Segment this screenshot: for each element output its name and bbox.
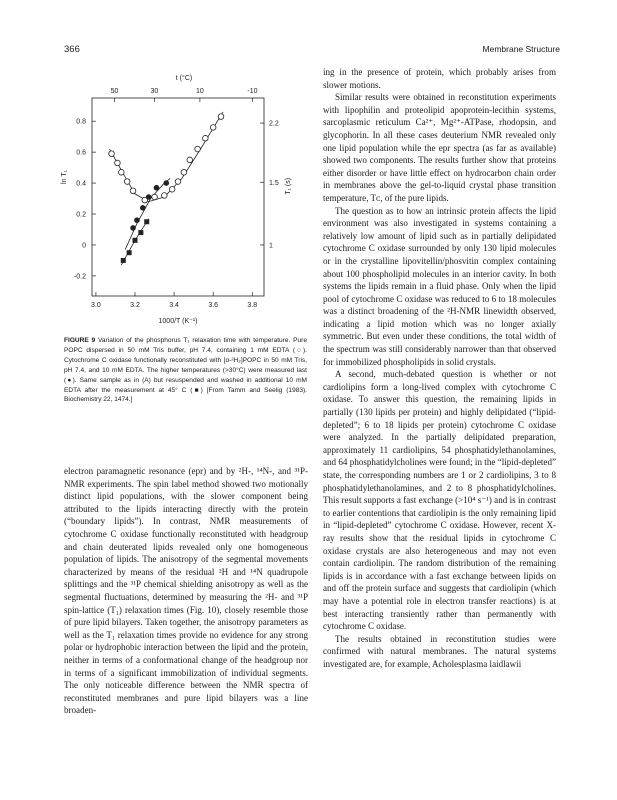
left-text-column — [64, 465, 308, 717]
running-title: Membrane Structure — [482, 44, 560, 54]
y-tick-label: 0.2 — [76, 211, 86, 219]
y-tick-label: 0.6 — [76, 149, 86, 157]
data-point-open-circle — [152, 194, 158, 200]
top-axis-label: t (°C) — [175, 75, 193, 82]
paragraph: The question as to how an intrinsic protein affects the lipid environment was also investigated in systems containing a relatively low amount of lipid such as in partially delipidated cytochrome C oxidase surrounded by only 130 lipid molecules or in the crystalline lipovitellin/phosvitin complex containing about 100 phospholipid molecules in an interior cavity. In both systems the lipids remain in a fluid phase. Only when the lipid pool of cytochrome C oxidase was reduced to 6 to 18 molecules was a distinct broadening of the ²H-NMR linewidth observed, indicating a lipid motion which was no longer axially symmetric. But even under these conditions, the total width of the spectrum was still considerably narrower than that observed for immobilized phospholipids in solid crystals. — [323, 205, 556, 367]
paragraph: The results obtained in reconstitution studies were confirmed with natural membranes. The natural systems investigated are, for example, Acholesplasma laidlawii — [323, 633, 556, 669]
data-point-open-circle — [130, 188, 136, 194]
data-point-open-circle — [115, 160, 121, 166]
data-point-open-circle — [218, 114, 224, 120]
figure-9-chart — [58, 58, 308, 332]
paragraph: electron paramagnetic resonance (epr) and by ²H-, ¹⁴N-, and ³¹P-NMR experiments. The spin label method showed two motionally distinct lipid populations, with the slower component being attributed to the lipids interacting directly with the protein (“boundary lipids”). In contrast, NMR measurements of cytochrome C oxidase functionally reconstituted with headgroup and chain deuterated lipids revealed only one homogeneous population of lipids. The anisotropy of the segmental movements characterized by means of the residual ²H and ¹⁴N quadrupole splittings and the ³¹P chemical shielding anisotropy as well as the segmental fluctuations, determined by measuring the ²H- and ³¹P spin-lattice (T₁) relaxation times (Fig. 10), closely resemble those of pure lipid bilayers. Taken together, the anisotropy parameters as well as the T₁ relaxation times provide no evidence for any strong polar or hydrophobic interaction between the lipid and the protein, neither in terms of a conformational change of the headgroup nor in terms of a significant immobilization of individual segments. The only noticeable difference between the NMR spectra of reconstituted membranes and pure lipid bilayers was a line broaden- — [64, 466, 308, 716]
data-point-filled-circle — [146, 194, 152, 200]
y-tick-label: 0.4 — [76, 180, 86, 188]
y-tick-label: -0.2 — [73, 273, 86, 281]
data-point-filled-circle — [134, 217, 140, 223]
top-tick-label: 10 — [195, 88, 204, 95]
top-tick-label: -10 — [247, 88, 258, 95]
data-point-open-circle — [119, 169, 125, 175]
top-tick-label: 30 — [150, 88, 159, 95]
y-tick-label: 0.8 — [76, 118, 86, 126]
paragraph: Similar results were obtained in reconstitution experiments with lipophilin and proteolipid apoprotein-lecithin systems, sarcoplasmic reticulum Ca²⁺, Mg²⁺-ATPase, rhodopsin, and glycophorin. In all these cases deuterium NMR revealed only one lipid population while the epr spectra (as far as available) showed two components. The results further show that proteins either disorder or have little effect on hydrocarbon chain order in membranes above the gel-to-liquid crystal phase transition temperature, Tᴄ, of the pure lipids. — [323, 92, 556, 203]
data-point-open-circle — [169, 186, 175, 192]
data-point-open-circle — [175, 179, 181, 185]
data-point-filled-square — [144, 219, 149, 224]
x-tick-label: 3.8 — [247, 302, 258, 309]
right-text-column — [323, 66, 556, 671]
data-point-filled-square — [133, 238, 138, 243]
x-tick-label: 3.4 — [169, 302, 179, 309]
data-point-open-circle — [162, 193, 168, 199]
page-number: 366 — [64, 44, 80, 55]
y-axis-label-right: T₁ (s) — [285, 177, 292, 195]
paragraph: A second, much-debated question is whether or not cardiolipins form a long-lived complex with cytochrome C oxidase. To answer this question, the remaining lipids in partially (130 lipids per protein) and highly delipidated (“lipid-depleted”; 6 to 18 lipids per protein) cytochrome C oxidase were analyzed. In the partially delipidated preparation, approximately 11 cardiolipins, 54 phosphatidylethanolamines, and 64 phosphatidylcholines were found; in the “lipid-depleted” state, the corresponding numbers are 1 or 2 cardiolipins, 3 to 8 phosphatidylethanolamines, and 2 to 8 phosphatidylcholines. This result supports a fast exchange (>10⁴ s⁻¹) and is in contrast to earlier contentions that cardiolipin is the only remaining lipid in “lipid-depleted” cytochrome C oxidase. However, recent X-ray results show that the residual lipids in cytochrome C oxidase crystals are also heterogeneous and may not even contain cardiolipin. The random distribution of the remaining lipids is in accordance with a fast exchange between lipids on and off the protein surface and suggests that cardiolipin (which may have a potential role in electron transfer reactions) is at best interacting transiently rather than permanently with cytochrome C oxidase. — [323, 369, 556, 632]
y-tick-label: 0 — [82, 242, 86, 250]
figure-caption-text: Variation of the phosphorus T₁ relaxation time with temperature. Pure POPC dispersed in 50 mM Tris buffer, pH 7.4, containing 1 mM EDTA (○). Cytochrome C oxidase functionally reconstituted with [α-²H₂]POPC in 50 mM Tris, pH 7.4, and 10 mM EDTA. The higher temperatures (>30°C) were measured last (●). Same sample as in (A) but resuspended and washed in additional 10 mM EDTA after the measurement at 45° C (■) [From Tamm and Seelig (1983). Biochemistry 22, 1474.] — [64, 337, 307, 404]
plot-frame — [92, 98, 264, 296]
x-axis-label: 1000/T (K⁻¹) — [158, 318, 198, 325]
y-axis-label-left: ln T₁ — [61, 170, 68, 184]
data-point-open-circle — [210, 125, 216, 131]
figure-label: FIGURE 9 — [64, 337, 96, 344]
data-point-open-circle — [187, 157, 193, 163]
data-point-filled-circle — [163, 180, 169, 186]
top-tick-label: 50 — [110, 88, 119, 95]
x-tick-label: 3.0 — [91, 302, 101, 309]
figure-caption — [64, 336, 307, 405]
data-point-open-circle — [181, 169, 187, 175]
data-point-filled-square — [138, 230, 143, 235]
paragraph: ing in the presence of protein, which probably arises from slower motions. — [323, 67, 556, 90]
data-point-open-circle — [195, 146, 201, 152]
data-point-filled-square — [127, 250, 132, 255]
data-point-open-circle — [124, 179, 130, 185]
right-tick-label: 1 — [269, 242, 273, 250]
right-tick-label: 2.2 — [269, 120, 279, 128]
data-point-open-circle — [203, 135, 209, 141]
fit-curve — [110, 112, 223, 202]
x-tick-label: 3.6 — [208, 302, 219, 309]
data-point-filled-circle — [140, 205, 146, 211]
right-tick-label: 1.5 — [269, 179, 279, 187]
x-tick-label: 3.2 — [130, 302, 140, 309]
data-point-open-circle — [109, 151, 115, 157]
data-point-filled-circle — [130, 225, 136, 231]
data-point-filled-circle — [154, 185, 160, 191]
data-point-filled-square — [121, 258, 126, 263]
